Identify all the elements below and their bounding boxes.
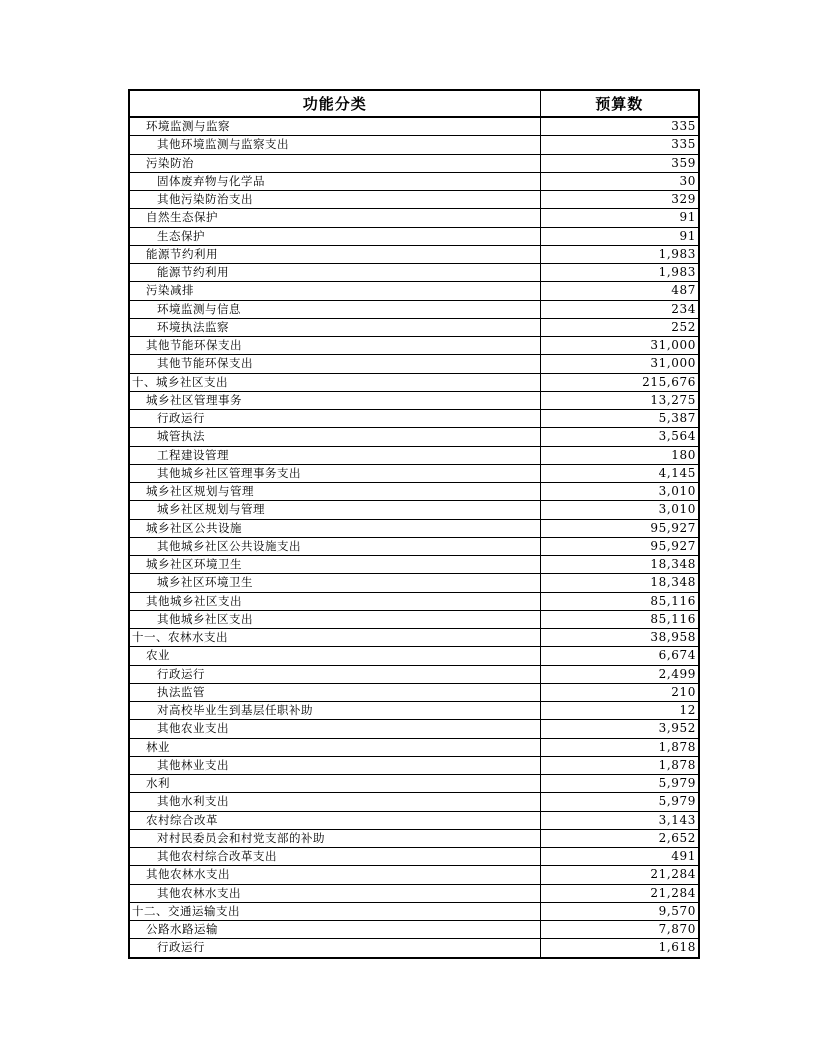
amount-cell: 95,927	[540, 519, 699, 537]
table-row	[129, 683, 699, 701]
amount-cell: 2,652	[540, 829, 699, 847]
amount-cell: 252	[540, 318, 699, 336]
amount-cell: 18,348	[540, 574, 699, 592]
table-row	[129, 464, 699, 482]
table-row	[129, 793, 699, 811]
amount-cell: 95,927	[540, 537, 699, 555]
amount-cell: 3,143	[540, 811, 699, 829]
category-cell: 十一、农林水支出	[129, 629, 540, 647]
category-cell: 其他污染防治支出	[129, 191, 540, 209]
amount-cell: 335	[540, 117, 699, 136]
table-row	[129, 483, 699, 501]
amount-cell: 3,952	[540, 720, 699, 738]
category-cell: 城管执法	[129, 428, 540, 446]
category-cell: 农业	[129, 647, 540, 665]
amount-cell: 1,878	[540, 738, 699, 756]
category-cell: 环境监测与信息	[129, 300, 540, 318]
amount-cell: 38,958	[540, 629, 699, 647]
table-row	[129, 355, 699, 373]
table-row	[129, 337, 699, 355]
amount-cell: 210	[540, 683, 699, 701]
table-row	[129, 300, 699, 318]
table-row	[129, 191, 699, 209]
amount-cell: 12	[540, 702, 699, 720]
table-row	[129, 136, 699, 154]
amount-cell: 487	[540, 282, 699, 300]
table-row	[129, 519, 699, 537]
category-cell: 其他节能环保支出	[129, 355, 540, 373]
category-cell: 其他节能环保支出	[129, 337, 540, 355]
category-cell: 林业	[129, 738, 540, 756]
category-cell: 其他城乡社区公共设施支出	[129, 537, 540, 555]
amount-cell: 491	[540, 848, 699, 866]
amount-cell: 335	[540, 136, 699, 154]
table-row	[129, 829, 699, 847]
category-cell: 其他林业支出	[129, 756, 540, 774]
category-cell: 公路水路运输	[129, 921, 540, 939]
amount-cell: 3,010	[540, 483, 699, 501]
table-row	[129, 775, 699, 793]
amount-cell: 1,618	[540, 939, 699, 958]
amount-cell: 13,275	[540, 391, 699, 409]
table-row	[129, 574, 699, 592]
category-cell: 其他环境监测与监察支出	[129, 136, 540, 154]
category-cell: 其他城乡社区管理事务支出	[129, 464, 540, 482]
amount-cell: 7,870	[540, 921, 699, 939]
table-row	[129, 720, 699, 738]
table-row	[129, 154, 699, 172]
table-row	[129, 245, 699, 263]
amount-cell: 5,387	[540, 410, 699, 428]
table-row	[129, 811, 699, 829]
amount-cell: 6,674	[540, 647, 699, 665]
amount-cell: 31,000	[540, 337, 699, 355]
table-row	[129, 282, 699, 300]
table-row	[129, 738, 699, 756]
table-row	[129, 647, 699, 665]
category-cell: 其他农林水支出	[129, 884, 540, 902]
table-row	[129, 866, 699, 884]
category-cell: 固体废弃物与化学品	[129, 172, 540, 190]
category-cell: 污染防治	[129, 154, 540, 172]
table-row	[129, 391, 699, 409]
table-row	[129, 172, 699, 190]
category-cell: 城乡社区环境卫生	[129, 574, 540, 592]
category-cell: 环境执法监察	[129, 318, 540, 336]
category-cell: 十、城乡社区支出	[129, 373, 540, 391]
table-row	[129, 209, 699, 227]
amount-cell: 234	[540, 300, 699, 318]
table-row	[129, 227, 699, 245]
table-row	[129, 629, 699, 647]
table-header-row	[129, 90, 699, 117]
amount-cell: 3,010	[540, 501, 699, 519]
amount-cell: 4,145	[540, 464, 699, 482]
category-cell: 水利	[129, 775, 540, 793]
table-row	[129, 939, 699, 958]
category-cell: 能源节约利用	[129, 264, 540, 282]
amount-cell: 21,284	[540, 884, 699, 902]
amount-cell: 18,348	[540, 556, 699, 574]
table-row	[129, 501, 699, 519]
table-row	[129, 117, 699, 136]
category-cell: 农村综合改革	[129, 811, 540, 829]
category-cell: 其他农村综合改革支出	[129, 848, 540, 866]
category-cell: 城乡社区规划与管理	[129, 501, 540, 519]
amount-cell: 85,116	[540, 592, 699, 610]
category-cell: 其他水利支出	[129, 793, 540, 811]
amount-cell: 2,499	[540, 665, 699, 683]
category-cell: 城乡社区规划与管理	[129, 483, 540, 501]
amount-cell: 31,000	[540, 355, 699, 373]
category-cell: 能源节约利用	[129, 245, 540, 263]
amount-cell: 329	[540, 191, 699, 209]
amount-cell: 180	[540, 446, 699, 464]
table-row	[129, 702, 699, 720]
category-cell: 生态保护	[129, 227, 540, 245]
table-row	[129, 921, 699, 939]
category-cell: 城乡社区公共设施	[129, 519, 540, 537]
amount-cell: 1,878	[540, 756, 699, 774]
category-cell: 城乡社区环境卫生	[129, 556, 540, 574]
amount-cell: 359	[540, 154, 699, 172]
table-row	[129, 410, 699, 428]
table-row	[129, 264, 699, 282]
table-row	[129, 373, 699, 391]
amount-cell: 1,983	[540, 245, 699, 263]
category-column-header: 功能分类	[129, 90, 540, 117]
category-cell: 城乡社区管理事务	[129, 391, 540, 409]
amount-cell: 5,979	[540, 793, 699, 811]
budget-table	[128, 89, 700, 959]
category-cell: 环境监测与监察	[129, 117, 540, 136]
table-row	[129, 848, 699, 866]
category-cell: 对村民委员会和村党支部的补助	[129, 829, 540, 847]
amount-cell: 21,284	[540, 866, 699, 884]
amount-cell: 85,116	[540, 610, 699, 628]
amount-cell: 91	[540, 209, 699, 227]
table-row	[129, 428, 699, 446]
table-row	[129, 537, 699, 555]
category-cell: 十二、交通运输支出	[129, 902, 540, 920]
table-body	[129, 117, 699, 958]
category-cell: 其他城乡社区支出	[129, 592, 540, 610]
category-cell: 执法监管	[129, 683, 540, 701]
table-row	[129, 446, 699, 464]
category-cell: 污染减排	[129, 282, 540, 300]
amount-cell: 3,564	[540, 428, 699, 446]
category-cell: 对高校毕业生到基层任职补助	[129, 702, 540, 720]
category-cell: 行政运行	[129, 939, 540, 958]
table-row	[129, 318, 699, 336]
category-cell: 行政运行	[129, 410, 540, 428]
table-row	[129, 556, 699, 574]
table-row	[129, 884, 699, 902]
amount-cell: 5,979	[540, 775, 699, 793]
category-cell: 自然生态保护	[129, 209, 540, 227]
amount-column-header: 预算数	[540, 90, 699, 117]
amount-cell: 215,676	[540, 373, 699, 391]
table-row	[129, 592, 699, 610]
table-row	[129, 902, 699, 920]
amount-cell: 1,983	[540, 264, 699, 282]
table-row	[129, 610, 699, 628]
amount-cell: 91	[540, 227, 699, 245]
amount-cell: 9,570	[540, 902, 699, 920]
table-row	[129, 665, 699, 683]
category-cell: 工程建设管理	[129, 446, 540, 464]
table-row	[129, 756, 699, 774]
category-cell: 其他农林水支出	[129, 866, 540, 884]
category-cell: 行政运行	[129, 665, 540, 683]
category-cell: 其他城乡社区支出	[129, 610, 540, 628]
category-cell: 其他农业支出	[129, 720, 540, 738]
amount-cell: 30	[540, 172, 699, 190]
